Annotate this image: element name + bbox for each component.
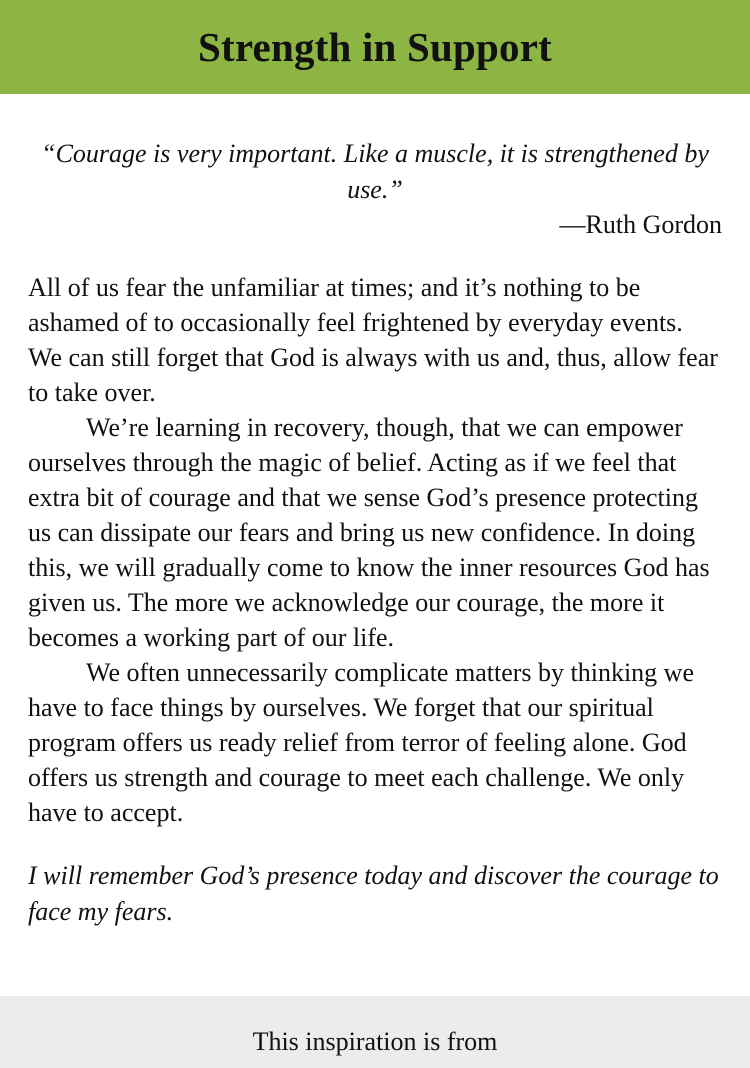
page-title: Strength in Support	[198, 24, 552, 70]
page-header	[0, 0, 750, 94]
source-intro-text: This inspiration is from	[252, 1027, 498, 1056]
reading-content	[0, 136, 750, 930]
reading-body	[28, 270, 722, 830]
daily-affirmation: I will remember God’s presence today and discover the courage to face my fears.	[28, 861, 719, 926]
opening-quote: “Courage is very important. Like a muscle, it is strengthened by use.”	[41, 139, 709, 204]
body-paragraph-1: All of us fear the unfamiliar at times; and it’s nothing to be ashamed of to occasionally feel frightened by everyday events. We can still forget that God is always with us and, thus, allow fear to take over.	[28, 273, 718, 407]
body-paragraph-2: We’re learning in recovery, though, that we can empower ourselves through the magic of belief. Acting as if we feel that extra bit of courage and that we sense God’s presence protecting us can dissipate our fears and bring us new confidence. In doing this, we will gradually come to know the inner resources God has given us. The more we acknowledge our courage, the more it becomes a working part of our life.	[28, 413, 710, 652]
source-footer	[0, 996, 750, 1068]
quote-attribution: —Ruth Gordon	[559, 210, 722, 239]
body-paragraph-3: We often unnecessarily complicate matters by thinking we have to face things by ourselves. We forget that our spiritual program offers us ready relief from terror of feeling alone. God offers us strength and courage to meet each challenge. We only have to accept.	[28, 658, 694, 827]
